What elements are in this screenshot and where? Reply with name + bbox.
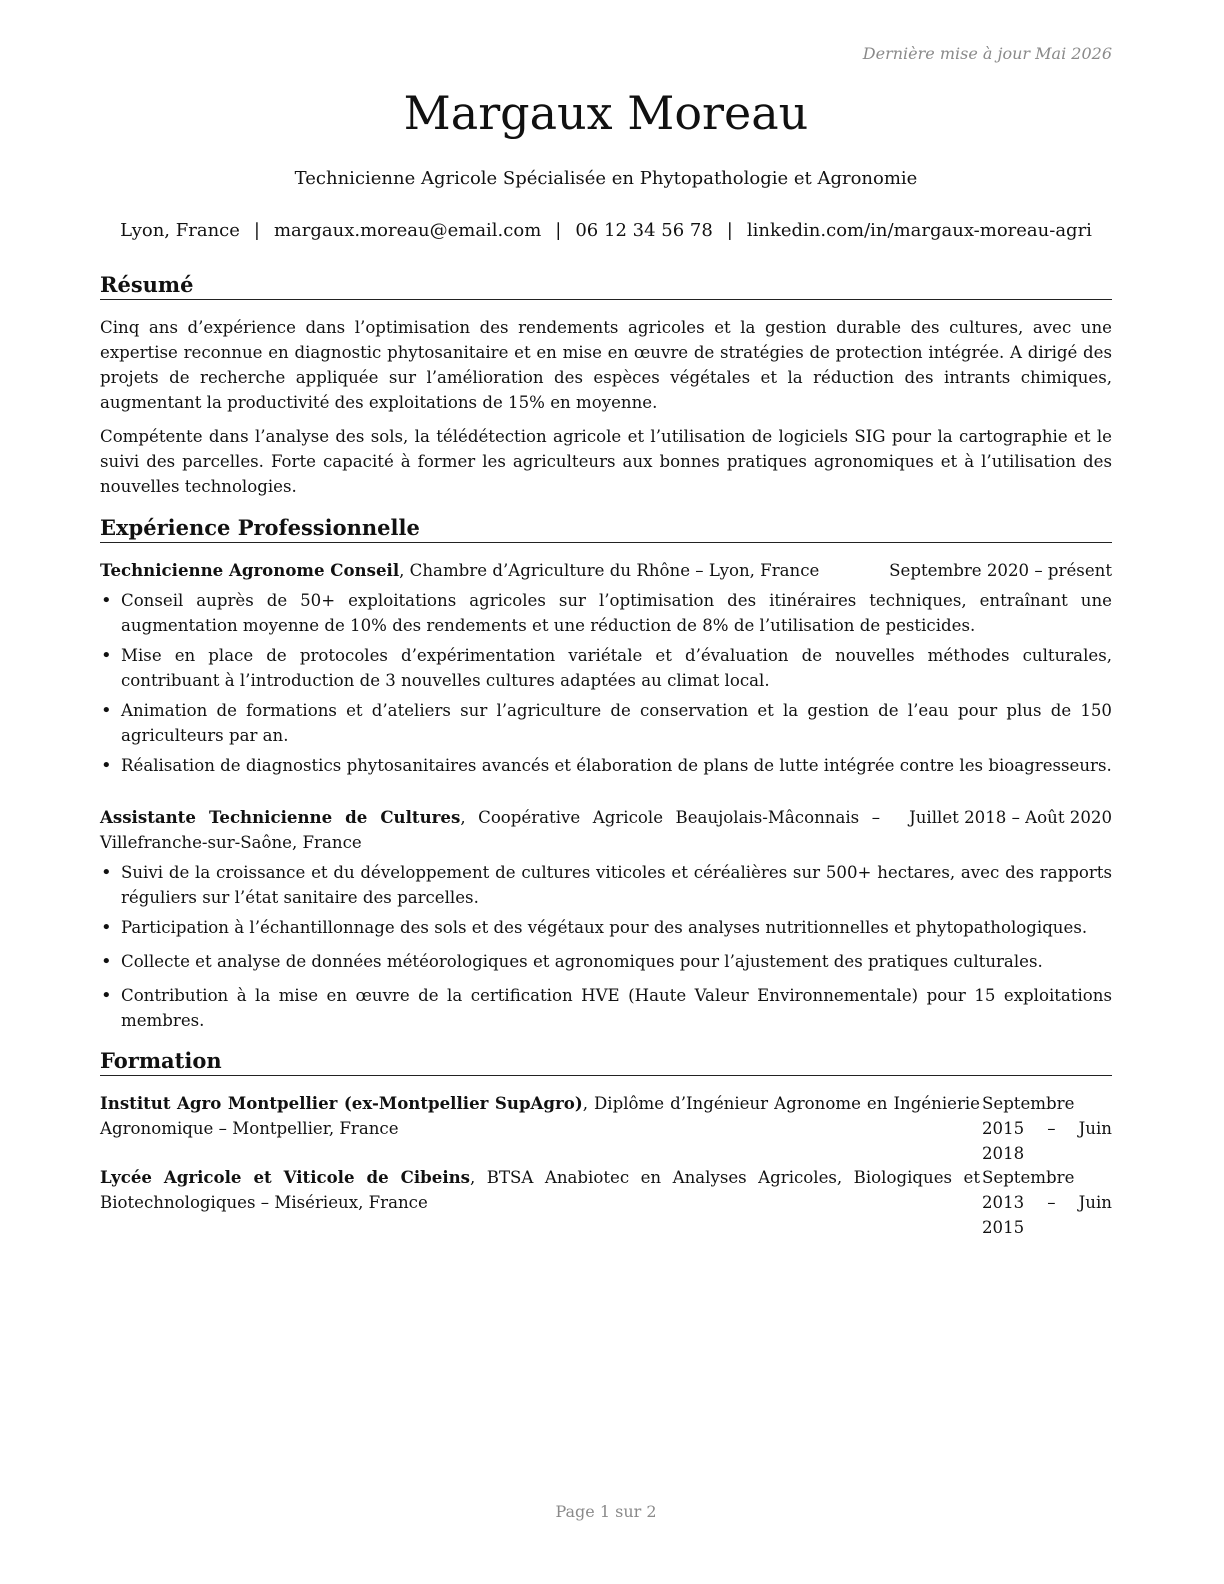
- contact-separator: |: [253, 220, 260, 241]
- resume-page: [100, 0, 1112, 1584]
- education-degree: , BTSA Anabiotec en Analyses Agricoles, Biologiques et Biotechnologiques – Misérieux, France: [100, 1168, 981, 1212]
- job-bullet: • Suivi de la croissance et du développement de cultures viticoles et céréalières sur 500+ hectares, avec des rapports réguliers sur l’état sanitaire des parcelles.: [100, 860, 1112, 910]
- contact-linkedin[interactable]: linkedin.com/in/margaux-moreau-agri: [746, 220, 1092, 241]
- section-title-experience: Expérience Professionnelle: [100, 515, 1112, 543]
- contact-separator: |: [555, 220, 562, 241]
- last-updated: Dernière mise à jour Mai 2026: [862, 44, 1112, 63]
- contact-location: Lyon, France: [120, 220, 240, 241]
- education-dates: Septembre 2013 – Juin 2015: [982, 1168, 1112, 1237]
- job-bullets-1: [100, 588, 1112, 778]
- education-school: Institut Agro Montpellier (ex-Montpellier SupAgro): [100, 1093, 583, 1113]
- section-title-education: Formation: [100, 1048, 1112, 1076]
- job-bullets-2: [100, 860, 1112, 1033]
- page-number: Page 1 sur 2: [555, 1502, 657, 1521]
- section-title-summary: Résumé: [100, 272, 1112, 300]
- job-title-line: [100, 561, 819, 580]
- job-bullet: • Réalisation de diagnostics phytosanitaires avancés et élaboration de plans de lutte intégrée contre les bioagresseurs.: [100, 753, 1112, 778]
- contact-phone: 06 12 34 56 78: [575, 220, 713, 241]
- job-bullet: • Contribution à la mise en œuvre de la certification HVE (Haute Valeur Environnementale) pour 15 exploitations membres.: [100, 983, 1112, 1033]
- summary-paragraph-1: Cinq ans d’expérience dans l’optimisation des rendements agricoles et la gestion durable des cultures, avec une expertise reconnue en diagnostic phytosanitaire et en mise en œuvre de stratégies de protection intégrée. A dirigé des projets de recherche appliquée sur l’amélioration des espèces végétales et la réduction des intrants chimiques, augmentant la productivité des exploitations de 15% en moyenne.: [100, 318, 1112, 412]
- job-header-1: [100, 558, 1112, 583]
- job-bullet: • Participation à l’échantillonnage des sols et des végétaux pour des analyses nutritionnelles et phytopathologiques.: [100, 915, 1112, 940]
- candidate-name: Margaux Moreau: [403, 86, 809, 140]
- education-dates: Septembre 2015 – Juin 2018: [982, 1094, 1112, 1163]
- job-title-line: [100, 805, 880, 855]
- education-details: [100, 1091, 980, 1141]
- job-organization: , Chambre d’Agriculture du Rhône – Lyon, France: [399, 561, 820, 580]
- job-role: Assistante Technicienne de Cultures: [100, 807, 461, 827]
- job-header-2: [100, 805, 1112, 855]
- job-bullet: • Collecte et analyse de données météorologiques et agronomiques pour l’ajustement des pratiques culturales.: [100, 949, 1112, 974]
- job-bullet: • Mise en place de protocoles d’expérimentation variétale et d’évaluation de nouvelles méthodes culturales, contribuant à l’introduction de 3 nouvelles cultures adaptées au climat local.: [100, 643, 1112, 693]
- education-details: [100, 1165, 980, 1215]
- contact-separator: |: [726, 220, 733, 241]
- job-dates: Juillet 2018 – Août 2020: [909, 808, 1112, 827]
- job-organization: , Coopérative Agricole Beaujolais-Mâconnais – Villefranche-sur-Saône, France: [100, 808, 880, 852]
- job-bullet: • Animation de formations et d’ateliers sur l’agriculture de conservation et la gestion de l’eau pour plus de 150 agriculteurs par an.: [100, 698, 1112, 748]
- contact-email[interactable]: margaux.moreau@email.com: [273, 220, 542, 241]
- job-bullet: • Conseil auprès de 50+ exploitations agricoles sur l’optimisation des itinéraires techniques, entraînant une augmentation moyenne de 10% des rendements et une réduction de 8% de l’utilisation de pesticides.: [100, 588, 1112, 638]
- contact-line: [100, 220, 1112, 241]
- job-dates: Septembre 2020 – présent: [889, 561, 1112, 580]
- job-title: Technicienne Agricole Spécialisée en Phytopathologie et Agronomie: [294, 168, 918, 189]
- job-role: Technicienne Agronome Conseil: [100, 560, 400, 580]
- summary-paragraph-2: Compétente dans l’analyse des sols, la télédétection agricole et l’utilisation de logiciels SIG pour la cartographie et le suivi des parcelles. Forte capacité à former les agriculteurs aux bonnes pratiques agronomiques et à l’utilisation des nouvelles technologies.: [100, 427, 1112, 496]
- education-degree: , Diplôme d’Ingénieur Agronome en Ingénierie Agronomique – Montpellier, France: [100, 1094, 981, 1138]
- education-school: Lycée Agricole et Viticole de Cibeins: [100, 1167, 471, 1187]
